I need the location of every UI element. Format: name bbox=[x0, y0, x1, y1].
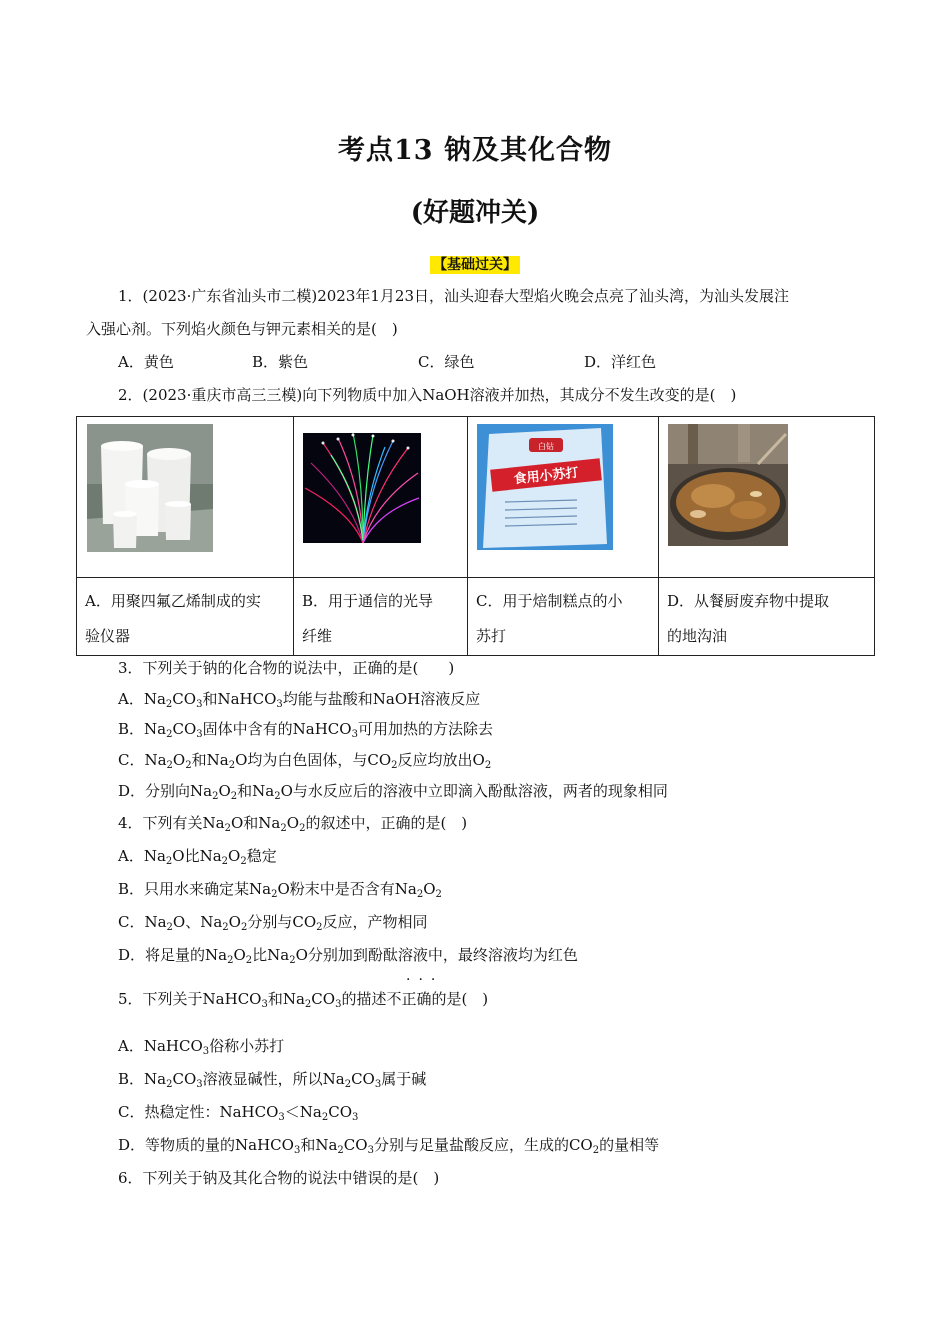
q2-option-b-line1: B．用于通信的光导 bbox=[302, 592, 434, 610]
q2-option-c-line1: C．用于焙制糕点的小 bbox=[476, 592, 623, 610]
q1-option-d: D．洋红色 bbox=[584, 353, 657, 371]
q4-option-b: B．只用水来确定某$Na_2O$粉末中是否含有$Na_2O_2$ bbox=[118, 880, 442, 900]
q3-stem: 3．下列关于钠的化合物的说法中，正确的是( ) bbox=[118, 659, 455, 677]
q5-option-a: A．NaHCO$_3$俗称小苏打 bbox=[118, 1037, 285, 1057]
gutter-oil-photo bbox=[668, 424, 788, 546]
package-name: 食用小苏打 bbox=[513, 465, 580, 488]
section-heading bbox=[0, 254, 950, 274]
q2-option-a-line2: 验仪器 bbox=[85, 627, 131, 645]
q2-cell-image-d bbox=[659, 417, 875, 578]
ptfe-labware-photo bbox=[87, 424, 213, 552]
q3-option-b: B．$Na_2CO_3$固体中含有的NaHCO$_3$可用加热的方法除去 bbox=[118, 720, 493, 740]
section-label: 【基础过关】 bbox=[430, 256, 520, 274]
page-title: 考点13 钠及其化合物 bbox=[338, 135, 612, 166]
q2-cell-image-a bbox=[77, 417, 294, 578]
q2-options-table bbox=[76, 416, 875, 656]
emphasis-dots: ··· bbox=[406, 972, 444, 988]
q4-stem: 4．下列有关$Na_2O$和$Na_2O_2$的叙述中，正确的是( ) bbox=[118, 814, 468, 834]
q2-option-d-line1: D．从餐厨废弃物中提取 bbox=[667, 592, 830, 610]
baking-soda-package-photo bbox=[477, 424, 613, 550]
q5-option-c: C．热稳定性：$NaHCO_3<Na_2CO_3$ bbox=[118, 1103, 359, 1123]
q5-option-b: B．$Na_2CO_3$溶液显碱性，所以$Na_2CO_3$属于碱 bbox=[118, 1070, 427, 1090]
q5-option-d: D．等物质的量的NaHCO$_3$和$Na_2CO_3$分别与足量盐酸反应，生成的$CO_2$的量相等 bbox=[118, 1136, 660, 1156]
q3-option-c: C．$Na_2O_2$和$Na_2O$均为白色固体，与$CO_2$反应均放出$O_2$ bbox=[118, 751, 492, 771]
optical-fiber-photo bbox=[303, 433, 421, 543]
q2-option-a bbox=[77, 578, 294, 656]
q1-option-b: B．紫色 bbox=[252, 353, 309, 371]
q5-stem: 5．下列关于NaHCO$_3$和$Na_2CO_3$的描述不正确的是( ) bbox=[118, 990, 489, 1010]
q3-option-a: A．$Na_2CO_3$和NaHCO$_3$均能与盐酸和NaOH溶液反应 bbox=[118, 690, 481, 710]
q1-stem-line1: 1．(2023·广东省汕头市二模)2023年1月23日，汕头迎春大型焰火晚会点亮了汕头湾，为汕头发展注 bbox=[118, 287, 789, 305]
q4-option-a: A．$Na_2O$比$Na_2O_2$稳定 bbox=[118, 847, 277, 867]
q6-stem: 6．下列关于钠及其化合物的说法中错误的是( ) bbox=[118, 1169, 440, 1187]
package-brand: 白钻 bbox=[538, 442, 554, 451]
q1-stem-line2: 入强心剂。下列焰火颜色与钾元素相关的是( ) bbox=[86, 320, 398, 338]
q4-option-d: D．将足量的$Na_2O_2$比$Na_2O$分别加到酚酞溶液中，最终溶液均为红色 bbox=[118, 946, 578, 966]
q1-option-a: A．黄色 bbox=[118, 353, 174, 371]
q4-option-c: C．$Na_2O$、$Na_2O_2$分别与$CO_2$反应，产物相同 bbox=[118, 913, 428, 933]
q2-option-a-line1: A．用聚四氟乙烯制成的实 bbox=[85, 592, 261, 610]
q2-option-d bbox=[659, 578, 875, 656]
q2-option-b-line2: 纤维 bbox=[302, 627, 333, 645]
q2-cell-image-b bbox=[294, 417, 468, 578]
page-subtitle: (好题冲关) bbox=[410, 198, 540, 228]
q2-cell-image-c bbox=[468, 417, 659, 578]
q2-option-c-line2: 苏打 bbox=[476, 627, 507, 645]
q2-option-d-line2: 的地沟油 bbox=[667, 627, 728, 645]
q2-option-c bbox=[468, 578, 659, 656]
q2-stem: 2．(2023·重庆市高三三模)向下列物质中加入NaOH溶液并加热，其成分不发生改变的是( ) bbox=[118, 386, 737, 404]
q3-option-d: D．分别向$Na_2O_2$和$Na_2O$与水反应后的溶液中立即滴入酚酞溶液，两者的现象相同 bbox=[118, 782, 668, 802]
q1-option-c: C．绿色 bbox=[418, 353, 475, 371]
q2-option-b bbox=[294, 578, 468, 656]
